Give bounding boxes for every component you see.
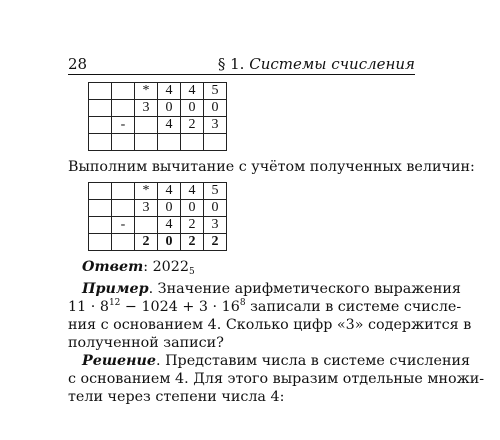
- page-number: 28: [68, 55, 88, 73]
- table-cell: [112, 200, 135, 217]
- table-cell: [89, 100, 112, 117]
- answer-line: [82, 258, 195, 276]
- answer-label: Ответ: [82, 259, 144, 275]
- table-row: [89, 83, 227, 100]
- table-cell: [112, 134, 135, 151]
- table-cell: [181, 134, 204, 151]
- expr-part-a: 11 · 8: [68, 299, 109, 315]
- solution-text-1: . Представим числа в системе счисления: [155, 353, 471, 369]
- table-row: [89, 117, 227, 134]
- table-row: [89, 183, 227, 200]
- table-cell: 4: [181, 83, 204, 100]
- table-cell: 5: [204, 83, 227, 100]
- table-cell: [135, 117, 158, 134]
- subtraction-table-2: [88, 182, 227, 251]
- table-cell: 2: [181, 234, 204, 251]
- table-row: [89, 134, 227, 151]
- table-cell: [89, 134, 112, 151]
- table-cell: [89, 183, 112, 200]
- example-line-2: [68, 298, 461, 316]
- table-cell: [204, 134, 227, 151]
- example-line-3: ния с основанием 4. Сколько цифр «3» содержится в: [68, 317, 472, 333]
- table-cell: 4: [158, 183, 181, 200]
- table-cell: [112, 234, 135, 251]
- table-cell: [112, 100, 135, 117]
- section-sign: § 1.: [217, 55, 245, 73]
- example-text-1: . Значение арифметического выражения: [148, 281, 461, 297]
- subtraction-table-1: [88, 82, 227, 151]
- table-cell: 2: [204, 234, 227, 251]
- table-cell: 2: [135, 234, 158, 251]
- expr-exponent-2: 8: [239, 298, 246, 308]
- table-cell: *: [135, 183, 158, 200]
- table-row: [89, 200, 227, 217]
- table-cell: 4: [158, 117, 181, 134]
- expr-exponent-1: 12: [108, 298, 121, 308]
- table-row: [89, 217, 227, 234]
- page-header: [68, 54, 415, 75]
- solution-line-1: [82, 352, 470, 370]
- table-cell: [89, 83, 112, 100]
- table-cell: [135, 217, 158, 234]
- table-cell: [89, 200, 112, 217]
- example-line-4: полученной записи?: [68, 335, 224, 351]
- table-cell: [135, 134, 158, 151]
- table-cell: 4: [158, 83, 181, 100]
- table-cell: 3: [204, 217, 227, 234]
- table-cell: 4: [158, 217, 181, 234]
- example-line-1: [82, 280, 461, 298]
- answer-base: 5: [188, 267, 195, 277]
- example-label: Пример: [82, 281, 149, 297]
- table-cell: 3: [135, 200, 158, 217]
- answer-value: 2022: [152, 259, 189, 275]
- table-cell: [89, 117, 112, 134]
- expr-part-b: − 1024 + 3 · 16: [120, 299, 240, 315]
- table-cell: 0: [158, 200, 181, 217]
- table-cell: -: [112, 117, 135, 134]
- table-cell: 4: [181, 183, 204, 200]
- table-cell: [158, 134, 181, 151]
- section-title: [218, 55, 415, 73]
- table-cell: 5: [204, 183, 227, 200]
- table-row: [89, 100, 227, 117]
- table-cell: 0: [181, 200, 204, 217]
- table-cell: [112, 83, 135, 100]
- section-title-text: Системы счисления: [249, 55, 415, 73]
- solution-line-2: с основанием 4. Для этого выразим отдельные множи-: [68, 371, 485, 387]
- table-cell: 0: [158, 100, 181, 117]
- solution-line-3: тели через степени числа 4:: [68, 389, 285, 405]
- solution-label: Решение: [82, 353, 156, 369]
- answer-colon: :: [143, 259, 149, 275]
- table-cell: 0: [204, 100, 227, 117]
- subtraction-text: Выполним вычитание с учётом полученных величин:: [68, 159, 475, 175]
- table-cell: 2: [181, 217, 204, 234]
- table-cell: [112, 183, 135, 200]
- table-row: [89, 234, 227, 251]
- table-cell: [89, 234, 112, 251]
- table-cell: -: [112, 217, 135, 234]
- table-cell: 0: [204, 200, 227, 217]
- table-cell: [89, 217, 112, 234]
- table-cell: 0: [158, 234, 181, 251]
- table-cell: 3: [135, 100, 158, 117]
- table-cell: *: [135, 83, 158, 100]
- table-cell: 2: [181, 117, 204, 134]
- table-cell: 0: [181, 100, 204, 117]
- table-cell: 3: [204, 117, 227, 134]
- expr-part-c: записали в системе счисле-: [245, 299, 462, 315]
